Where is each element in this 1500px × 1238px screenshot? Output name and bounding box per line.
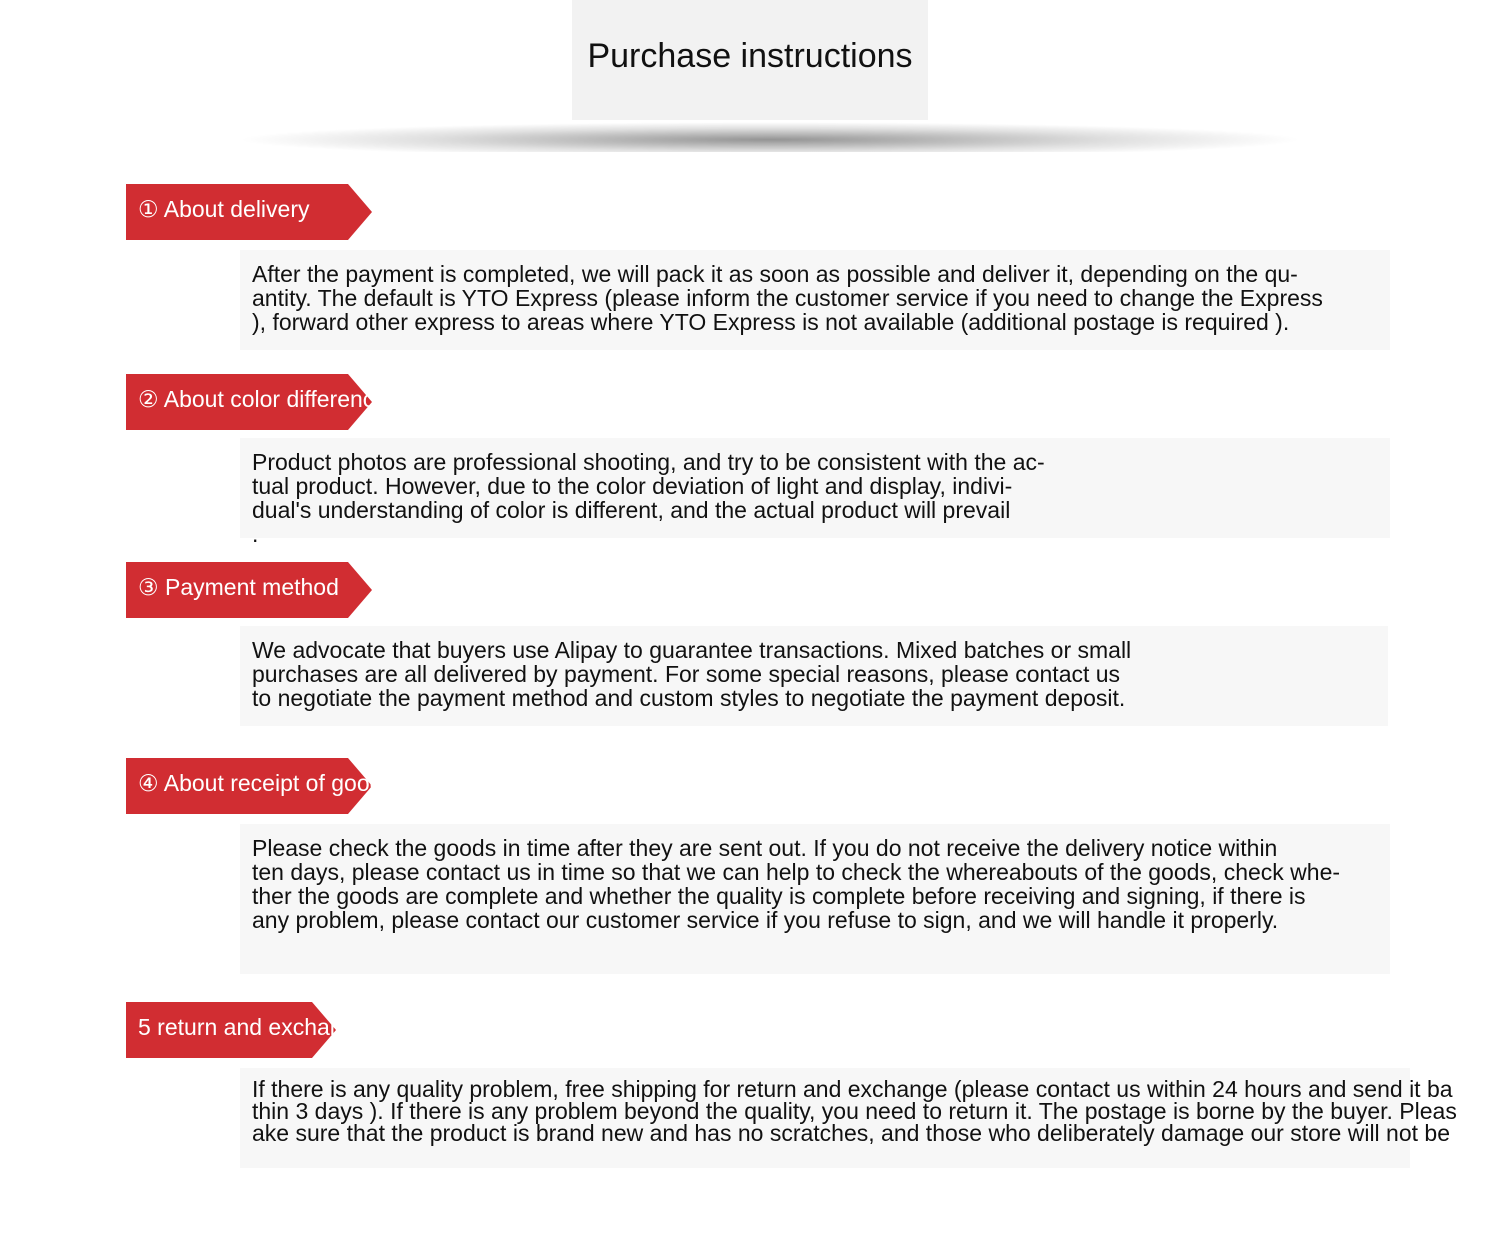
body-line: dual's understanding of color is different, and the actual product will prevail [252,497,1011,523]
body-line: ten days, please contact us in time so that we can help to check the whereabouts of the goods, check whe- [252,859,1341,885]
page-title [572,0,928,120]
body-line: If there is any quality problem, free shipping for return and exchange (please contact us within 24 hours and send it ba [252,1076,1453,1102]
section-heading-label: ③ Payment method [138,574,339,600]
body-line: ), forward other express to areas where YTO Express is not available (additional postage is required ). [252,309,1290,335]
section-body-delivery [240,250,1390,350]
body-line: . [252,521,259,547]
section-body-return-exchange [240,1068,1457,1168]
body-line: to negotiate the payment method and custom styles to negotiate the payment deposit. [252,685,1126,711]
section-body-receipt-of-goods [240,824,1390,974]
body-line: After the payment is completed, we will pack it as soon as possible and deliver it, depending on the qu- [252,261,1298,287]
section-body-payment-method [240,626,1388,726]
section-heading-receipt-of-goods [126,758,394,814]
body-line: Please check the goods in time after they are sent out. If you do not receive the delivery notice within [252,835,1278,861]
section-heading-label: ① About delivery [138,196,310,222]
body-line: any problem, please contact our customer service if you refuse to sign, and we will handle it properly. [252,907,1279,933]
page-title-text: Purchase instructions [587,36,913,75]
section-heading-payment-method [126,562,348,618]
section-body-color-difference [240,438,1390,547]
body-line: Product photos are professional shooting, and try to be consistent with the ac- [252,449,1045,475]
body-line: purchases are all delivered by payment. For some special reasons, please contact us [252,661,1121,687]
section-heading-label: ④ About receipt of goods [138,770,394,796]
section-heading-return-exchange [126,1002,369,1058]
body-line: ther the goods are complete and whether the quality is complete before receiving and signing, if there is [252,883,1306,909]
section-heading-label: 5 return and exchange [138,1014,369,1040]
section-heading-label: ② About color difference [138,386,388,412]
section-heading-color-difference [126,374,388,430]
body-line: tual product. However, due to the color deviation of light and display, indivi- [252,473,1013,499]
body-line: antity. The default is YTO Express (please inform the customer service if you need to change the Express [252,285,1323,311]
body-line: thin 3 days ). If there is any problem beyond the quality, you need to return it. The postage is borne by the buyer. Pleas [252,1098,1457,1124]
body-line: We advocate that buyers use Alipay to guarantee transactions. Mixed batches or small [252,637,1132,663]
body-line: ake sure that the product is brand new and has no scratches, and those who deliberately damage our store will not be [252,1120,1450,1146]
section-heading-delivery [126,184,348,240]
